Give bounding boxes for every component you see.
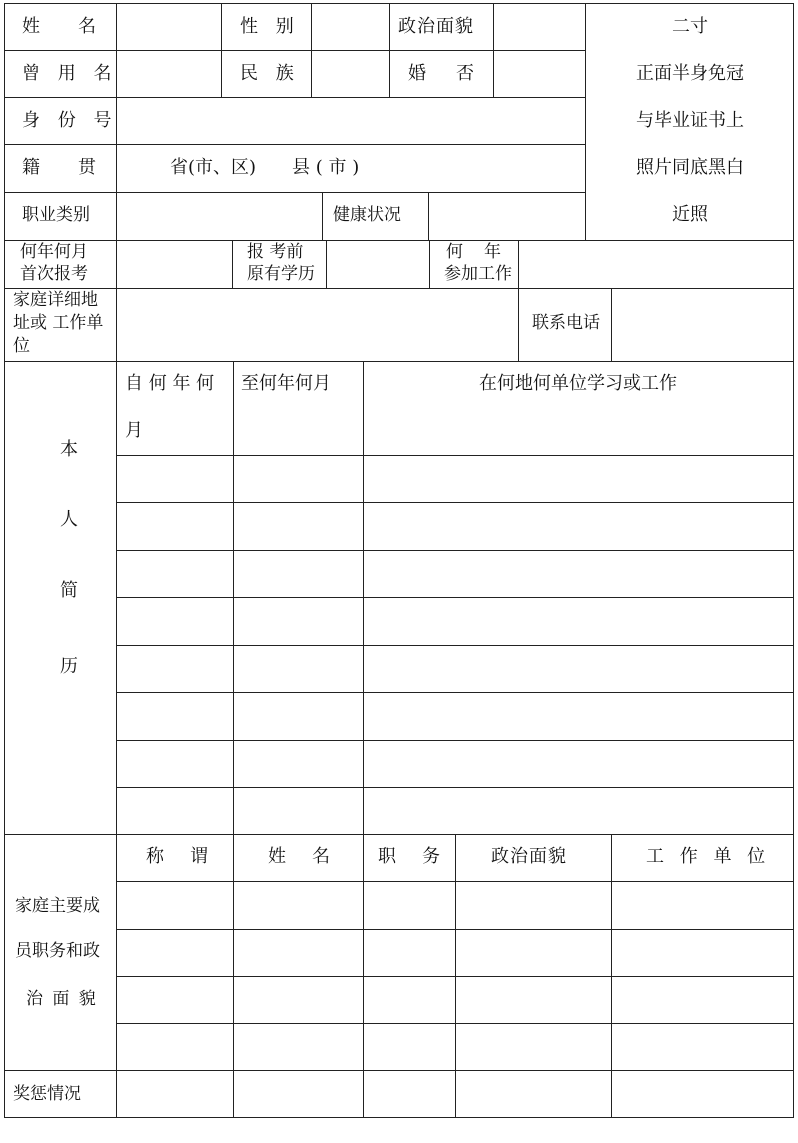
name-field[interactable] xyxy=(117,4,221,50)
address-label: 址或 工作单 xyxy=(13,313,104,333)
resume-section-char: 本 xyxy=(60,439,78,460)
family-header-duty: 职 务 xyxy=(378,846,444,867)
resume-from-header: 月 xyxy=(125,420,143,441)
occupation-field[interactable] xyxy=(117,193,322,240)
first-exam-label: 首次报考 xyxy=(20,264,88,284)
rule xyxy=(221,3,222,98)
rule xyxy=(4,834,794,835)
work-start-field[interactable] xyxy=(519,241,793,288)
photo-instruction-line: 与毕业证书上 xyxy=(636,110,744,131)
family-header-relation: 称 谓 xyxy=(146,846,212,867)
photo-instruction-line: 正面半身免冠 xyxy=(636,63,744,84)
first-exam-date-field[interactable] xyxy=(117,241,232,288)
marital-field[interactable] xyxy=(494,51,585,97)
health-label: 健康状况 xyxy=(333,205,401,225)
rule xyxy=(116,597,794,598)
ethnicity-field[interactable] xyxy=(312,51,389,97)
rule xyxy=(116,692,794,693)
phone-label: 联系电话 xyxy=(532,313,600,333)
resume-place-header: 在何地何单位学习或工作 xyxy=(479,373,677,394)
resume-from-header: 自 何 年 何 xyxy=(125,373,215,394)
ethnicity-label: 民 族 xyxy=(240,63,300,84)
photo-instruction-line: 照片同底黑白 xyxy=(636,157,744,178)
gender-label: 性 别 xyxy=(240,16,300,37)
native-place-label: 籍 贯 xyxy=(22,157,106,178)
address-label: 家庭详细地 xyxy=(13,290,98,310)
photo-instruction-line: 二寸 xyxy=(672,16,708,37)
address-field[interactable] xyxy=(117,289,518,361)
id-number-field[interactable] xyxy=(117,98,585,144)
gender-field[interactable] xyxy=(312,4,389,50)
native-place-template: 省(市、区) 县 ( 市 ) xyxy=(170,157,360,178)
work-start-label: 参加工作 xyxy=(444,264,512,284)
rule xyxy=(389,3,390,98)
rule xyxy=(116,550,794,551)
prior-education-label: 原有学历 xyxy=(247,264,315,284)
rule xyxy=(116,645,794,646)
resume-section-char: 历 xyxy=(60,656,78,677)
prior-education-field[interactable] xyxy=(327,241,429,288)
family-section-label: 员职务和政 xyxy=(15,941,100,961)
rule xyxy=(4,361,794,362)
occupation-label: 职业类别 xyxy=(22,205,90,225)
rule xyxy=(429,240,430,289)
rule xyxy=(363,361,364,1118)
family-section-label: 家庭主要成 xyxy=(15,896,100,916)
awards-field[interactable] xyxy=(117,1071,793,1117)
awards-label: 奖惩情况 xyxy=(13,1084,81,1104)
border-left xyxy=(4,3,5,1118)
resume-section-char: 简 xyxy=(60,580,78,601)
rule xyxy=(116,502,794,503)
first-exam-label: 何年何月 xyxy=(20,242,88,262)
photo-instruction-line: 近照 xyxy=(672,204,708,225)
work-start-label: 何 年 xyxy=(446,242,503,262)
rule xyxy=(116,740,794,741)
marital-label: 婚 否 xyxy=(408,63,480,84)
former-name-field[interactable] xyxy=(117,51,221,97)
border-right xyxy=(793,3,794,1118)
health-field[interactable] xyxy=(429,193,585,240)
family-header-politics: 政治面貌 xyxy=(491,846,567,867)
border-bottom xyxy=(4,1117,794,1118)
rule xyxy=(232,240,233,289)
resume-section-char: 人 xyxy=(60,509,78,530)
phone-field[interactable] xyxy=(612,289,793,361)
politics-label: 政治面貌 xyxy=(398,16,474,37)
name-label: 姓 名 xyxy=(22,16,106,37)
former-name-label: 曾 用 名 xyxy=(22,63,118,84)
rule xyxy=(322,192,323,241)
family-section-label: 治 面 貌 xyxy=(26,989,98,1009)
politics-field[interactable] xyxy=(494,4,585,50)
rule xyxy=(116,787,794,788)
family-header-unit: 工 作 单 位 xyxy=(646,846,771,867)
resume-to-header: 至何年何月 xyxy=(241,373,331,394)
address-label: 位 xyxy=(13,336,30,356)
prior-education-label: 报 考前 xyxy=(247,242,304,262)
id-number-label: 身 份 号 xyxy=(22,110,118,131)
rule xyxy=(116,455,794,456)
family-header-name: 姓 名 xyxy=(268,846,334,867)
rule xyxy=(233,361,234,1118)
